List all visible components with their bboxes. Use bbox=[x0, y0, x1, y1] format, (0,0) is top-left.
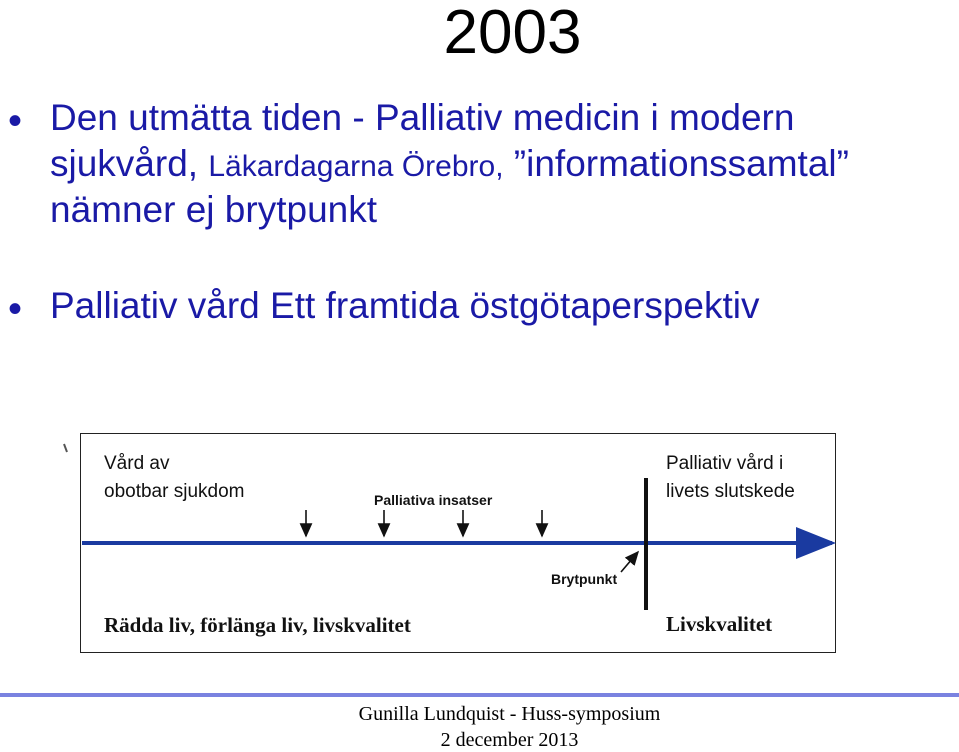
bullet-1-line-2b: Läkardagarna Örebro, bbox=[208, 150, 504, 183]
bullet-1-line-2a: sjukvård, bbox=[50, 143, 209, 184]
footer-rule bbox=[0, 693, 959, 697]
bullet-1-line-1: Den utmätta tiden - Palliativ medicin i modern bbox=[50, 97, 795, 138]
diagram-center-label: Palliativa insatser bbox=[374, 492, 493, 508]
slide-title: 2003 bbox=[443, 0, 582, 67]
bullet-marker: • bbox=[8, 287, 23, 331]
breakpoint-pointer bbox=[621, 552, 638, 572]
diagram-breakpoint-label: Brytpunkt bbox=[551, 571, 618, 587]
diagram-right-top-line-1: Palliativ vård i bbox=[666, 453, 784, 474]
diagram-left-top-line-2: obotbar sjukdom bbox=[104, 481, 245, 502]
footer-author: Gunilla Lundquist - Huss-symposium bbox=[358, 703, 661, 725]
diagram-right-bottom: Livskvalitet bbox=[666, 612, 773, 636]
bullet-marker: • bbox=[8, 99, 23, 143]
stray-mark bbox=[64, 444, 67, 452]
diagram-left-bottom: Rädda liv, förlänga liv, livskvalitet bbox=[104, 613, 411, 637]
diagram-right-top-line-2: livets slutskede bbox=[666, 481, 795, 502]
bullet-1-line-3: nämner ej brytpunkt bbox=[50, 189, 378, 230]
diagram-left-top-line-1: Vård av bbox=[104, 453, 170, 474]
bullet-2-line-1: Palliativ vård Ett framtida östgötaperspektiv bbox=[50, 285, 760, 326]
footer-date: 2 december 2013 bbox=[440, 729, 579, 751]
bullet-1-line-2c: ”informationssamtal” bbox=[503, 143, 849, 184]
